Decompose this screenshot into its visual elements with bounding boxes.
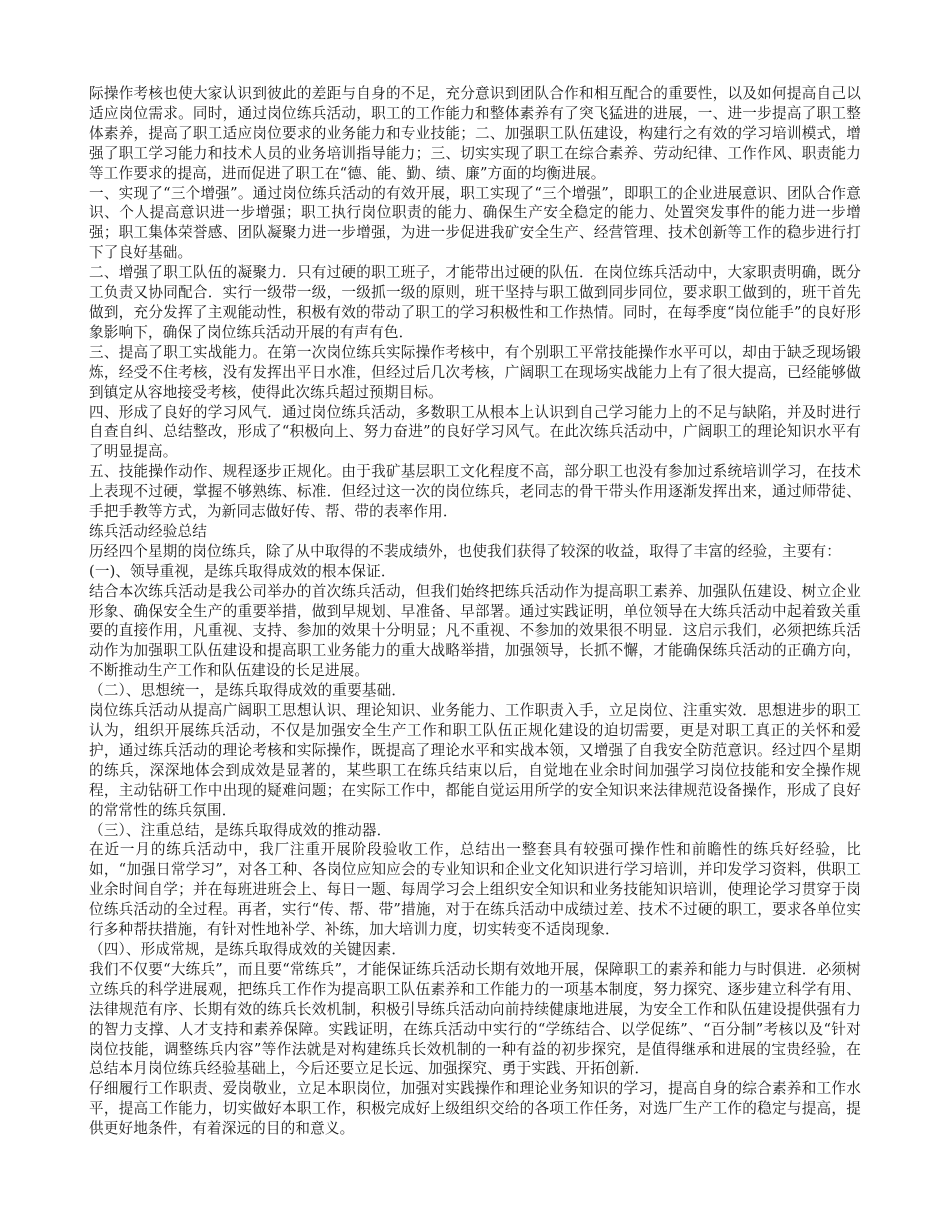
document-body [89, 84, 861, 1139]
paragraph-closing: 仔细履行工作职责、爱岗敬业，立足本职岗位，加强对实践操作和理论业务知识的学习，提高自身的综合素养和工作水平，提高工作能力，切实做好本职工作，积极完成好上级组织交给的各项工作任务，对选厂生产工作的稳定与提高，提供更好地条件，有着深远的目的和意义。 [89, 1080, 861, 1138]
paragraph-sub-two: 岗位练兵活动从提高广阔职工思想认识、理论知识、业务能力、工作职责入手，立足岗位、注重实效．思想进步的职工认为，组织开展练兵活动，不仅是加强安全生产工作和职工队伍正规化建设的迫切需要，更是对职工真正的关怀和爱护，通过练兵活动的理论考核和实际操作，既提高了理论水平和实战本领，又增强了自我安全防范意识。经过四个星期的练兵，深深地体会到成效是显著的，某些职工在练兵结束以后，自觉地在业余时间加强学习岗位技能和安全操作规程，主动钻研工作中出现的疑难问题；在实际工作中，都能自觉运用所学的安全知识来法律规范设备操作，形成了良好的常常性的练兵氛围． [89, 702, 861, 819]
section-title: 练兵活动经验总结 [89, 522, 207, 540]
subheading-one: (一)、领导重视，是练兵取得成效的根本保证． [89, 562, 396, 580]
subheading-four: （四）、形成常规，是练兵取得成效的关键因素． [89, 940, 407, 958]
paragraph-point-three: 三、提高了职工实战能力。在第一次岗位练兵实际操作考核中，有个别职工平常技能操作水平可以，却由于缺乏现场锻炼，经受不住考核，没有发挥出平日水准，但经过后几次考核，广阔职工在现场实战能力上有了很大提高，已经能够做到镇定从容地接受考核，使得此次练兵超过预期目标。 [89, 343, 861, 401]
paragraph-summary-intro: 历经四个星期的岗位练兵，除了从中取得的不裴成绩外，也使我们获得了较深的收益，取得了丰富的经验，主要有： [89, 542, 841, 560]
subheading-three: （三）、注重总结，是练兵取得成效的推动器． [89, 821, 392, 839]
paragraph-sub-four: 我们不仅要“大练兵”，而且要“常练兵”，才能保证练兵活动长期有效地开展，保障职工的素养和能力与时俱进．必须树立练兵的科学进展观，把练兵工作作为提高职工队伍素养和工作能力的一项基本制度，努力探究、逐步建立科学有用、法律规范有序、长期有效的练兵长效机制，积极引导练兵活动向前持续健康地进展，为安全工作和队伍建设提供强有力的智力支撑、人才支持和素养保障。实践证明，在练兵活动中实行的“学练结合、以学促练”、“百分制”考核以及“针对岗位技能，调整练兵内容”等作法就是对构建练兵长效机制的一种有益的初步探究，是值得继承和进展的宝贵经验，在总结本月岗位练兵经验基础上，今后还要立足长远、加强探究、勇于实践、开拓创新． [89, 960, 861, 1078]
paragraph-point-two: 二、增强了职工队伍的凝聚力．只有过硬的职工班子，才能带出过硬的队伍．在岗位练兵活动中，大家职责明确，既分工负责又协同配合．实行一级带一级，一级抓一级的原则，班干坚持与职工做到同步同位，要求职工做到的，班干首先做到，充分发挥了主观能动性，积极有效的带动了职工的学习积极性和工作热情。同时，在每季度“岗位能手”的良好形象影响下，确保了岗位练兵活动开展的有声有色． [89, 264, 861, 341]
paragraph-sub-three: 在近一月的练兵活动中，我厂注重开展阶段验收工作，总结出一整套具有较强可操作性和前瞻性的练兵好经验，比如，“加强日常学习”，对各工种、各岗位应知应会的专业知识和企业文化知识进行学习培训，并印发学习资料，供职工业余时间自学；并在每班进班会上、每日一题、每周学习会上组织安全知识和业务技能知识培训，使理论学习贯穿于岗位练兵活动的全过程。再者，实行“传、帮、带”措施，对于在练兵活动中成绩过差、技术不过硬的职工，要求各单位实行多种帮扶措施，有针对性地补学、补练，加大培训力度，切实转变不适岗现象． [89, 841, 861, 939]
paragraph-point-five: 五、技能操作动作、规程逐步正规化。由于我矿基层职工文化程度不高，部分职工也没有参加过系统培训学习，在技术上表现不过硬，掌握不够熟练、标准．但经过这一次的岗位练兵，老同志的骨干带头作用逐渐发挥出来，通过师带徒、手把手教等方式，为新同志做好传、帮、带的表率作用． [89, 463, 861, 521]
paragraph-point-one: 一、实现了“三个增强”。通过岗位练兵活动的有效开展，职工实现了“三个增强”，即职工的企业进展意识、团队合作意识、个人提高意识进一步增强；职工执行岗位职责的能力、确保生产安全稳定的能力、处置突发事件的能力进一步增强；职工集体荣誉感、团队凝聚力进一步增强，为进一步促进我矿安全生产、经营管理、技术创新等工作的稳步进行打下了良好基础。 [89, 184, 861, 262]
paragraph-intro: 际操作考核也使大家认识到彼此的差距与自身的不足，充分意识到团队合作和相互配合的重要性，以及如何提高自己以适应岗位需求。同时，通过岗位练兵活动，职工的工作能力和整体素养有了突飞猛进的进展，一、进一步提高了职工整体素养，提高了职工适应岗位要求的业务能力和专业技能；二、加强职工队伍建设，构建行之有效的学习培训模式，增强了职工学习能力和技术人员的业务培训指导能力；三、切实实现了职工在综合素养、劳动纪律、工作作风、职责能力等工作要求的提高，进而促进了职工在“德、能、勤、绩、廉”方面的均衡进展。 [89, 85, 861, 182]
paragraph-sub-one: 结合本次练兵活动是我公司举办的首次练兵活动，但我们始终把练兵活动作为提高职工素养、加强队伍建设、树立企业形象、确保安全生产的重要举措，做到早规划、早准备、早部署。通过实践证明，单位领导在大练兵活动中起着致关重要的直接作用，凡重视、支持、参加的效果十分明显；凡不重视、不参加的效果很不明显．这启示我们，必须把练兵活动作为加强职工队伍建设和提高职工业务能力的重大战略举措，加强领导，长抓不懈，才能确保练兵活动的正确方向，不断推动生产工作和队伍建设的长足进展。 [89, 582, 861, 680]
paragraph-point-four: 四、形成了良好的学习风气．通过岗位练兵活动，多数职工从根本上认识到自己学习能力上的不足与缺陷，并及时进行自查自纠、总结整改，形成了“积极向上、努力奋进”的良好学习风气。在此次练兵活动中，广阔职工的理论知识水平有了明显提高。 [89, 403, 861, 461]
subheading-two: （二）、思想统一，是练兵取得成效的重要基础． [89, 682, 407, 700]
